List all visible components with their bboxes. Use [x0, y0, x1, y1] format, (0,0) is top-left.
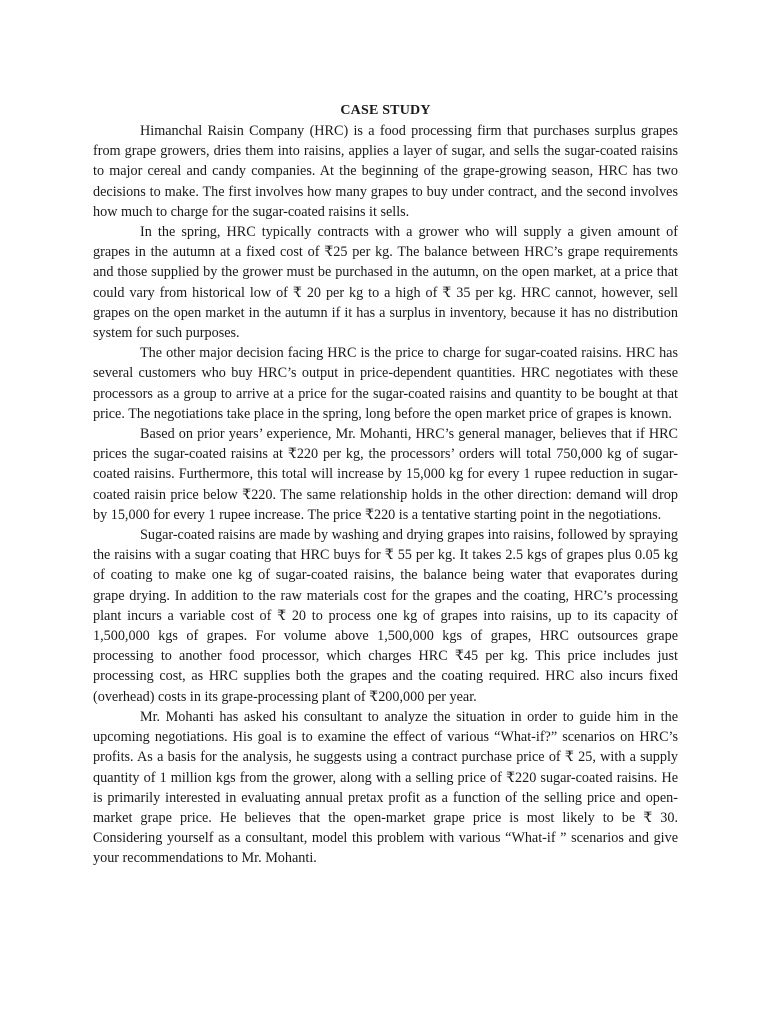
paragraph-intro: Himanchal Raisin Company (HRC) is a food processing firm that purchases surplus grapes from grape growers, dries them into raisins, applies a layer of sugar, and sells the sugar-coated raisins to major cereal and candy companies. At the beginning of the grape-growing season, HRC has two decisions to make. The first involves how many grapes to buy under contract, and the second involves how much to charge for the sugar-coated raisins it sells.: [93, 123, 678, 220]
document-title: CASE STUDY: [340, 103, 431, 118]
paragraph-demand-relationship: Based on prior years’ experience, Mr. Mohanti, HRC’s general manager, believes that if HRC prices the sugar-coated raisins at ₹220 per kg, the processors’ orders will total 750,000 kg of sugar-coated raisins. Furthermore, this total will increase by 15,000 kg for every 1 rupee reduction in sugar-coated raisin price below ₹220. The same relationship holds in the other direction: demand will drop by 15,000 for every 1 rupee increase. The price ₹220 is a tentative starting point in the negotiations.: [93, 426, 678, 523]
paragraph-assignment: Mr. Mohanti has asked his consultant to analyze the situation in order to guide him in the upcoming negotiations. His goal is to examine the effect of various “What-if?” scenarios on HRC’s profits. As a basis for the analysis, he suggests using a contract purchase price of ₹ 25, with a supply quantity of 1 million kgs from the grower, along with a selling price of ₹220 sugar-coated raisins. He is primarily interested in evaluating annual pretax profit as a function of the selling price and open-market grape price. He believes that the open-market grape price is most likely to be ₹ 30. Considering yourself as a consultant, model this problem with various “What-if ” scenarios and give your recommendations to Mr. Mohanti.: [93, 708, 678, 867]
paragraph-grape-contract: In the spring, HRC typically contracts with a grower who will supply a given amount of grapes in the autumn at a fixed cost of ₹25 per kg. The balance between HRC’s grape requirements and those supplied by the grower must be purchased in the autumn, on the open market, at a price that could vary from historical low of ₹ 20 per kg to a high of ₹ 35 per kg. HRC cannot, however, sell grapes on the open market in the autumn if it has a surplus in inventory, because it has no distribution system for such purposes.: [93, 224, 678, 342]
paragraph-production-costs: Sugar-coated raisins are made by washing and drying grapes into raisins, followed by spraying the raisins with a sugar coating that HRC buys for ₹ 55 per kg. It takes 2.5 kgs of grapes plus 0.05 kg of coating to make one kg of sugar-coated raisins, the balance being water that evaporates during grape drying. In addition to the raw materials cost for the grapes and the coating, HRC’s processing plant incurs a variable cost of ₹ 20 to process one kg of grapes into raisins, up to its capacity of 1,500,000 kgs of grapes. For volume above 1,500,000 kgs of grapes, HRC outsources grape processing to another food processor, which charges HRC ₹45 per kg. This price includes just processing cost, as HRC supplies both the grapes and the coating required. HRC also incurs fixed (overhead) costs in its grape-processing plant of ₹200,000 per year.: [93, 527, 678, 705]
paragraph-pricing-decision: The other major decision facing HRC is the price to charge for sugar-coated raisins. HRC has several customers who buy HRC’s output in price-dependent quantities. HRC negotiates with these processors as a group to arrive at a price for the sugar-coated raisins and quantity to be bought at that price. The negotiations take place in the spring, long before the open market price of grapes is known.: [93, 345, 678, 422]
